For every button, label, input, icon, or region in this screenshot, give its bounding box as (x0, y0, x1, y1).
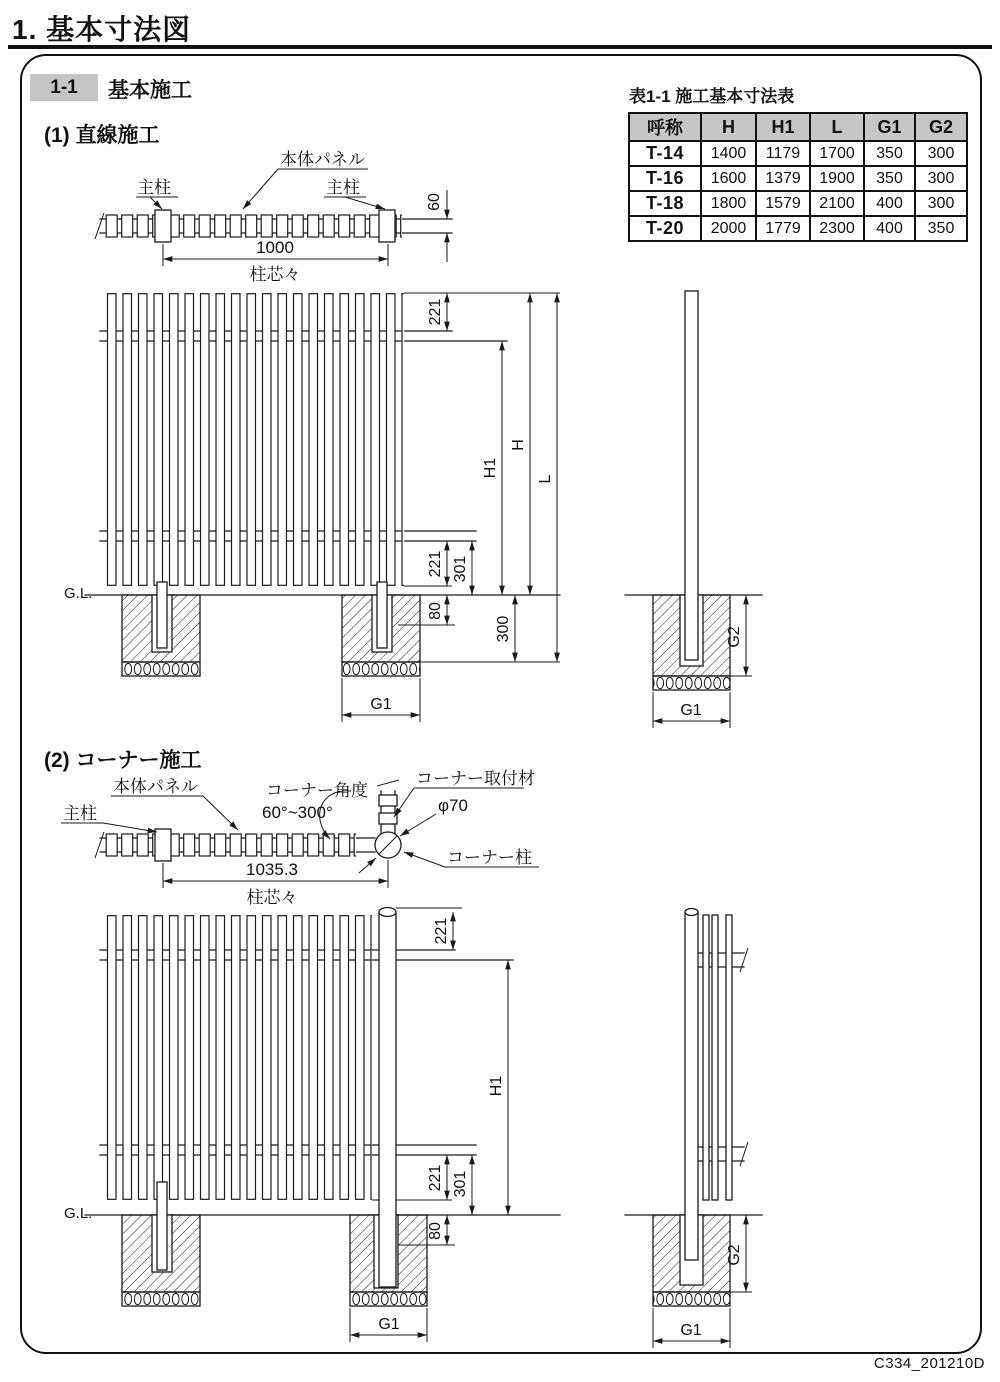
title-rule (8, 45, 992, 49)
main-post-plan-right (379, 210, 395, 242)
panel-label: 本体パネル (280, 150, 365, 169)
corner-branch-plan (377, 780, 399, 833)
col-header: 呼称 (629, 113, 701, 141)
dim-text: 221 (427, 550, 444, 578)
corner-plan-view (61, 769, 539, 907)
dimension-top-gap (427, 293, 447, 331)
corner-post (379, 912, 396, 1287)
page-title: 1. 基本寸法図 (12, 14, 192, 45)
corner-angle-range: 60°~300° (262, 803, 333, 822)
corner-installation-drawing (40, 755, 790, 1355)
corner-side-view (625, 909, 762, 1349)
section-heading: 基本施工 (108, 79, 192, 102)
dim-text: G2 (726, 626, 743, 648)
dim-text: 1035.3 (246, 860, 298, 879)
break-mark (95, 213, 104, 239)
cell: T-16 (629, 166, 701, 191)
cell: T-18 (629, 191, 701, 216)
dimension-h1 (482, 341, 502, 595)
cell: 1400 (701, 141, 756, 166)
bracket-label: コーナー取付材 (416, 769, 535, 788)
dim-text: H (510, 439, 527, 451)
dimension-g1-side (653, 1308, 730, 1348)
cell: 1379 (756, 166, 810, 191)
dimension-top-gap (433, 912, 453, 950)
dim-text: G1 (370, 696, 392, 713)
cell: 350 (915, 216, 967, 241)
corner-angle-label: コーナー角度 (266, 781, 368, 800)
panel-slats-elevation (104, 915, 372, 1200)
dim-text: 60 (426, 193, 443, 211)
post-label-callout (61, 804, 157, 832)
dim-text: G1 (680, 702, 702, 719)
main-post-left (157, 582, 167, 648)
corner-post-side (685, 912, 698, 1260)
col-header: H1 (756, 113, 810, 141)
gravel-base-left (122, 1292, 200, 1306)
main-post-side (685, 291, 698, 660)
corner-post-cap (379, 908, 396, 917)
ground-level-label: G.L. (64, 585, 93, 602)
dim-text: 80 (427, 602, 444, 620)
main-post (157, 1182, 167, 1270)
cell: 1700 (810, 141, 864, 166)
dim-text: 221 (433, 917, 450, 945)
dimension-h (510, 293, 530, 595)
post-label: 主柱 (326, 178, 360, 197)
dimension-bottom-space (452, 541, 472, 595)
cell: 1900 (810, 166, 864, 191)
main-post-plan-left (155, 210, 171, 242)
straight-side-view (625, 291, 762, 728)
dimension-pitch-1000 (163, 238, 388, 284)
dim-text: H1 (482, 457, 499, 479)
cell: T-20 (629, 216, 701, 241)
diameter-label: φ70 (438, 796, 468, 815)
cell: 1779 (756, 216, 810, 241)
main-post-plan (155, 829, 171, 861)
slat-side (703, 915, 709, 1200)
straight-plan-view (95, 150, 452, 284)
dimension-g1-elevation (342, 678, 420, 722)
dim-note: 柱芯々 (249, 265, 301, 284)
dim-text: G2 (726, 1244, 743, 1266)
document-code: C334_201210D (873, 1355, 985, 1372)
panel-slats-plan (104, 831, 356, 859)
cell: 350 (864, 166, 915, 191)
dim-text: 301 (452, 555, 469, 583)
slat-side (712, 915, 718, 1200)
dimension-bottom-space (452, 1155, 472, 1215)
slat-side (726, 915, 732, 1200)
cell: T-14 (629, 141, 701, 166)
panel-label: 本体パネル (113, 777, 198, 796)
dim-text: 300 (495, 615, 512, 643)
col-header: G2 (915, 113, 967, 141)
dimension-bottom-gap (427, 1155, 447, 1200)
dimension-footing-300 (495, 595, 515, 662)
dimension-bottom-gap (427, 541, 447, 586)
cell: 300 (915, 141, 967, 166)
straight-elevation-view (64, 293, 560, 722)
cell: 300 (915, 166, 967, 191)
subsection-2-heading: (2) コーナー施工 (44, 749, 202, 772)
diameter-callout (400, 796, 468, 836)
spec-table-title: 表1-1 施工基本寸法表 (629, 87, 795, 106)
gravel-base-side (653, 676, 730, 690)
dim-text: G1 (680, 1322, 702, 1339)
cell: 1600 (701, 166, 756, 191)
subsection-1-heading: (1) 直線施工 (44, 124, 160, 147)
dim-note: 柱芯々 (246, 888, 298, 907)
cell: 1179 (756, 141, 810, 166)
col-header: G1 (864, 113, 915, 141)
dim-text: 1000 (256, 238, 294, 257)
corner-post-label: コーナー柱 (447, 848, 532, 867)
break-mark (95, 832, 104, 858)
cell: 350 (864, 141, 915, 166)
dim-text: G1 (378, 1316, 400, 1333)
panel-label-callout (111, 777, 238, 830)
cell: 400 (864, 216, 915, 241)
col-header: H (701, 113, 756, 141)
post-label: 主柱 (137, 178, 171, 197)
dimension-g1-side (653, 692, 730, 728)
cell: 2100 (810, 191, 864, 216)
dim-text: 80 (427, 1222, 444, 1240)
gravel-base-side (653, 1292, 730, 1306)
dim-text: 221 (427, 1164, 444, 1192)
post-label-callout-left (136, 178, 178, 209)
dimension-g1-elevation (350, 1308, 427, 1342)
dimension-h1 (488, 960, 508, 1215)
straight-installation-drawing (40, 140, 790, 740)
dimension-embed-80 (427, 1215, 447, 1245)
dimension-l (537, 293, 557, 662)
cell: 2000 (701, 216, 756, 241)
post-label: 主柱 (63, 804, 97, 823)
dimension-embed-80 (427, 595, 447, 625)
dim-text: 301 (452, 1170, 469, 1198)
cell: 1579 (756, 191, 810, 216)
dimension-depth-60 (426, 190, 447, 262)
main-post-right (377, 582, 387, 648)
col-header: L (810, 113, 864, 141)
cell: 2300 (810, 216, 864, 241)
cell: 400 (864, 191, 915, 216)
panel-slats-elevation (104, 293, 404, 586)
corner-post-cap (685, 909, 698, 916)
dim-text: 221 (427, 298, 444, 326)
ground-level-label: G.L. (64, 1205, 93, 1222)
cell: 300 (915, 191, 967, 216)
gravel-base-right (350, 1292, 427, 1306)
section-number-chip: 1-1 (30, 74, 98, 101)
gravel-base-right (342, 662, 420, 676)
dim-text: H1 (488, 1075, 505, 1097)
table-header-row (629, 113, 967, 141)
cell: 1800 (701, 191, 756, 216)
panel-slats-plan (104, 212, 402, 240)
dimension-pitch-1035 (163, 860, 388, 907)
post-label-callout-right (324, 178, 385, 209)
gravel-base-left (122, 662, 200, 676)
dim-text: L (537, 474, 554, 484)
corner-elevation-view (64, 908, 560, 1343)
